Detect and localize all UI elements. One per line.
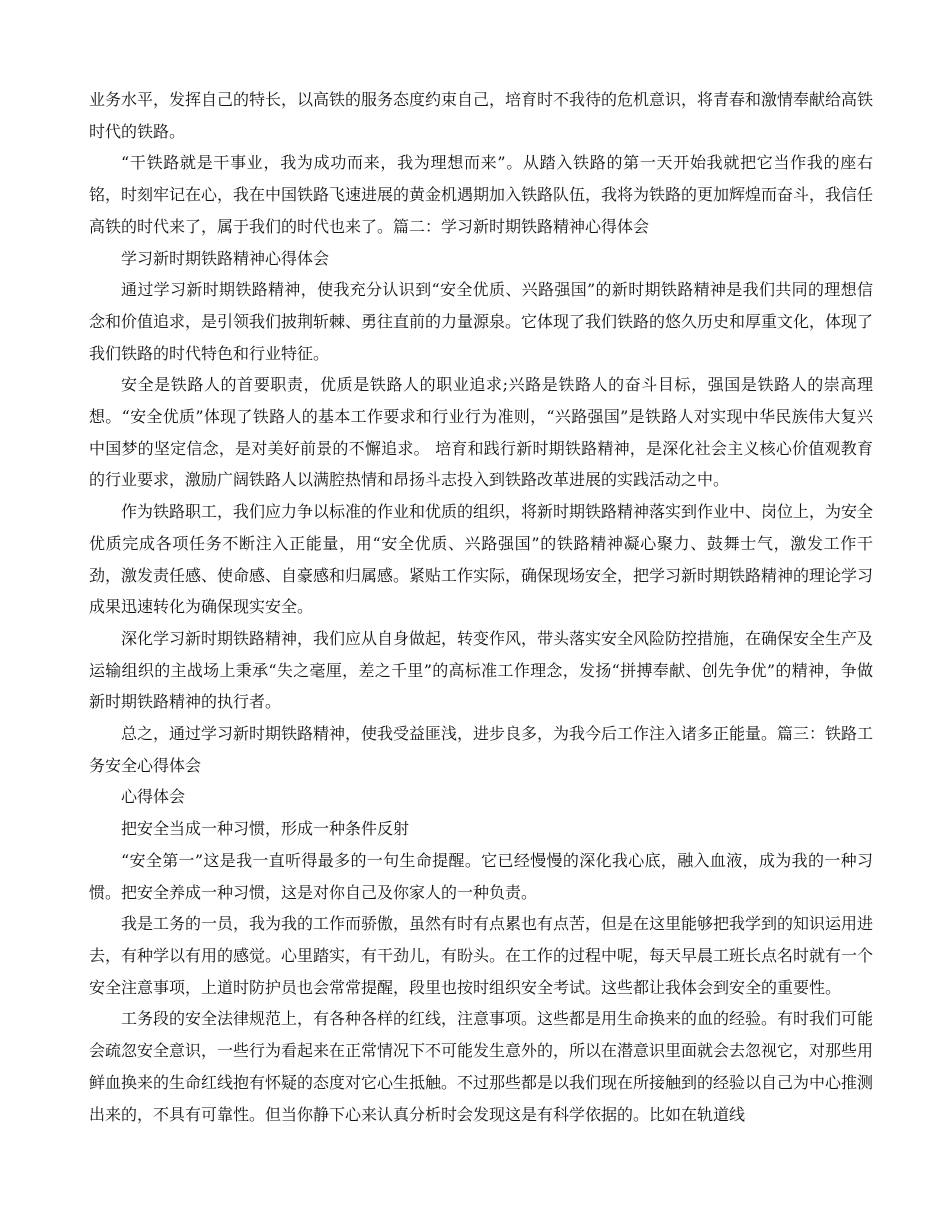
section-title: 学习新时期铁路精神心得体会	[121, 248, 330, 268]
paragraph: 总之，通过学习新时期铁路精神，使我受益匪浅，进步良多，为我今后工作注入诸多正能量。篇三：铁路工务安全心得体会	[89, 724, 874, 775]
section-subtitle: 把安全当成一种习惯，形成一种条件反射	[121, 819, 410, 839]
section-title: 心得体会	[121, 787, 186, 807]
paragraph: 通过学习新时期铁路精神，使我充分认识到“安全优质、兴路强国”的新时期铁路精神是我们共同的理想信念和价值追求，是引领我们披荆斩棘、勇往直前的力量源泉。它体现了我们铁路的悠久历史和厚重文化，体现了我们铁路的时代特色和行业特征。	[89, 280, 874, 363]
paragraph: 深化学习新时期铁路精神，我们应从自身做起，转变作风，带头落实安全风险防控措施，在确保安全生产及运输组织的主战场上秉承“失之毫厘，差之千里”的高标准工作理念，发扬“拼搏奉献、创先争优”的精神，争做新时期铁路精神的执行者。	[89, 628, 874, 712]
paragraph: 作为铁路职工，我们应力争以标准的作业和优质的组织，将新时期铁路精神落实到作业中、岗位上，为安全优质完成各项任务不断注入正能量，用“安全优质、兴路强国”的铁路精神凝心聚力、鼓舞士气，激发工作干劲，激发责任感、使命感、自豪感和归属感。紧贴工作实际，确保现场安全，把学习新时期铁路精神的理论学习成果迅速转化为确保现实安全。	[89, 502, 874, 617]
paragraph: 工务段的安全法律规范上，有各种各样的红线，注意事项。这些都是用生命换来的血的经验。有时我们可能会疏忽安全意识，一些行为看起来在正常情况下不可能发生意外的，所以在潜意识里面就会去忽视它，对那些用鲜血换来的生命红线抱有怀疑的态度对它心生抵触。不过那些都是以我们现在所接触到的经验以自己为中心推测出来的，不具有可靠性。但当你静下心来认真分析时会发现这是有科学依据的。比如在轨道线	[89, 1009, 874, 1124]
paragraph-continued: 业务水平，发挥自己的特长，以高铁的服务态度约束自己，培育时不我待的危机意识，将青春和激情奉献给高铁时代的铁路。	[89, 90, 874, 141]
paragraph: “干铁路就是干事业，我为成功而来，我为理想而来”。从踏入铁路的第一天开始我就把它当作我的座右铭，时刻牢记在心，我在中国铁路飞速进展的黄金机遇期加入铁路队伍，我将为铁路的更加辉煌而奋斗，我信任高铁的时代来了，属于我们的时代也来了。篇二：学习新时期铁路精神心得体会	[89, 153, 874, 236]
paragraph: 安全是铁路人的首要职责，优质是铁路人的职业追求;兴路是铁路人的奋斗目标，强国是铁路人的崇高理想。“安全优质”体现了铁路人的基本工作要求和行业行为准则，“兴路强国”是铁路人对实现中华民族伟大复兴中国梦的坚定信念，是对美好前景的不懈追求。 培育和践行新时期铁路精神，是深化社会主义核心价值观教育的行业要求，激励广阔铁路人以满腔热情和昂扬斗志投入到铁路改革进展的实践活动之中。	[89, 375, 873, 490]
paragraph: 我是工务的一员，我为我的工作而骄傲，虽然有时有点累也有点苦，但是在这里能够把我学到的知识运用进去，有种学以有用的感觉。心里踏实，有干劲儿，有盼头。在工作的过程中呢，每天早晨工班长点名时就有一个安全注意事项，上道时防护员也会常常提醒，段里也按时组织安全考试。这些都让我体会到安全的重要性。	[89, 914, 874, 997]
document-body	[89, 84, 873, 1130]
paragraph: “安全第一”这是我一直听得最多的一句生命提醒。它已经慢慢的深化我心底，融入血液，成为我的一种习惯。把安全养成一种习惯，这是对你自己及你家人的一种负责。	[89, 850, 873, 902]
